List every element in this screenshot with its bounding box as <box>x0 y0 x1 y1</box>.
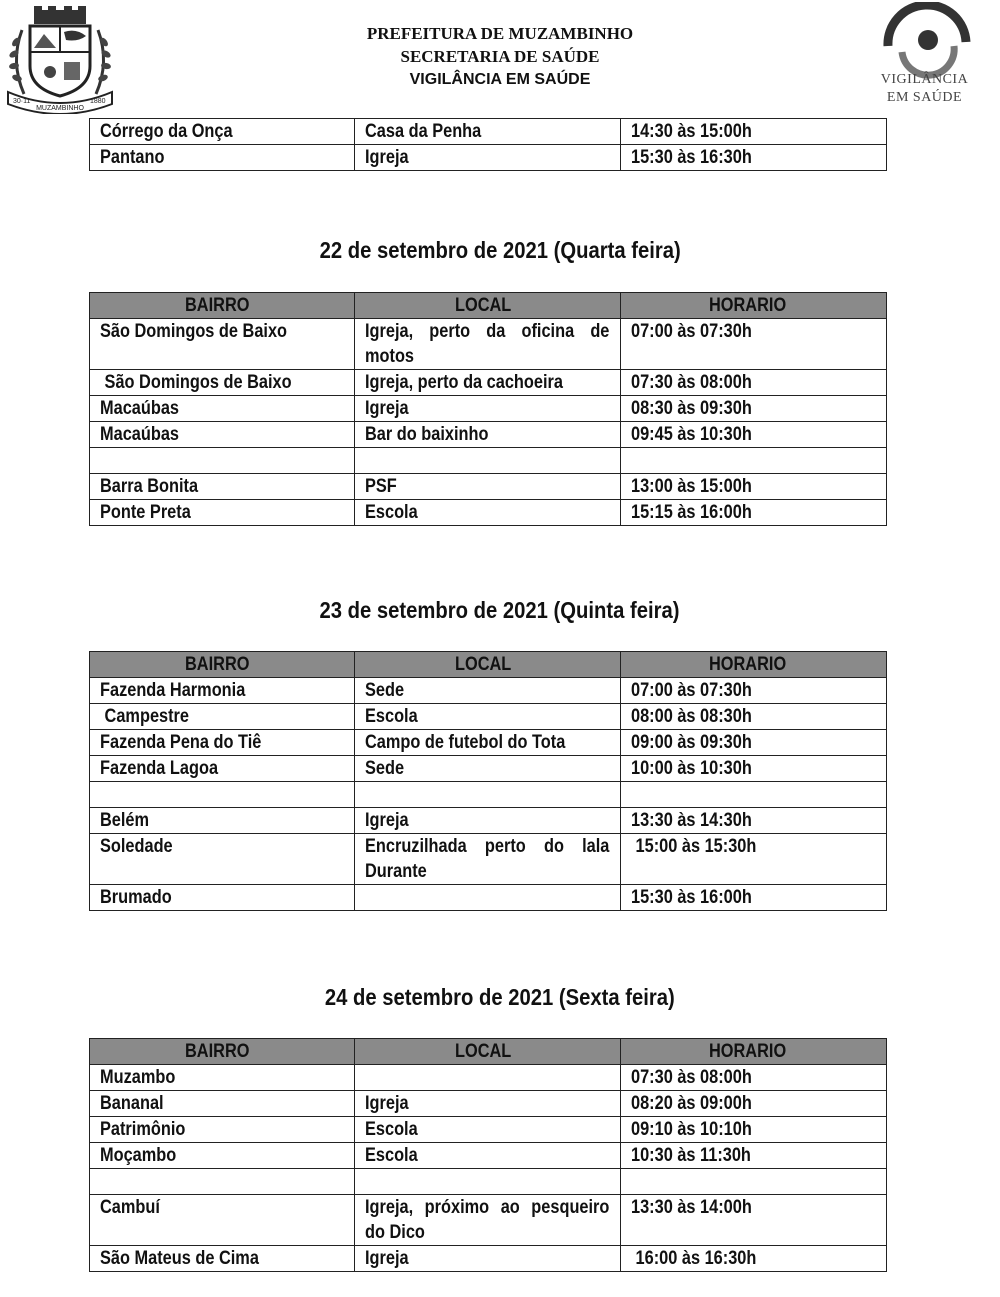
crest-ribbon-center: MUZAMBINHO <box>36 105 84 112</box>
bairro-cell: Córrego da Onça <box>90 119 355 145</box>
horario-cell: 07:00 às 07:30h <box>621 678 887 704</box>
local-cell: Igreja <box>355 1246 621 1272</box>
table-row <box>90 500 887 526</box>
local-cell <box>355 1169 621 1195</box>
table-row <box>90 145 887 171</box>
local-cell: Escola <box>355 1117 621 1143</box>
table-row <box>90 678 887 704</box>
local-cell: Encruzilhada perto do lala Durante <box>355 834 621 885</box>
horario-cell: 08:20 às 09:00h <box>621 1091 887 1117</box>
table-row <box>90 885 887 911</box>
table-header-row <box>90 652 887 678</box>
schedule-table-day1 <box>89 292 887 526</box>
column-header-horario: HORARIO <box>621 293 887 319</box>
column-header-bairro: BAIRRO <box>90 652 355 678</box>
local-cell: Igreja <box>355 1091 621 1117</box>
table-row <box>90 396 887 422</box>
column-header-horario: HORARIO <box>621 1039 887 1065</box>
table-row <box>90 808 887 834</box>
bairro-cell: Bananal <box>90 1091 355 1117</box>
horario-cell: 07:30 às 08:00h <box>621 1065 887 1091</box>
bairro-cell <box>90 448 355 474</box>
table-row-empty <box>90 782 887 808</box>
horario-cell: 07:00 às 07:30h <box>621 319 887 370</box>
local-cell: Igreja <box>355 808 621 834</box>
horario-cell: 15:30 às 16:00h <box>621 885 887 911</box>
table-row <box>90 834 887 885</box>
local-cell <box>355 448 621 474</box>
bairro-cell: Brumado <box>90 885 355 911</box>
horario-cell: 09:00 às 09:30h <box>621 730 887 756</box>
horario-cell: 08:30 às 09:30h <box>621 396 887 422</box>
horario-cell: 13:30 às 14:00h <box>621 1195 887 1246</box>
local-cell <box>355 1065 621 1091</box>
bairro-cell <box>90 782 355 808</box>
local-cell: Campo de futebol do Tota <box>355 730 621 756</box>
bairro-cell: Moçambo <box>90 1143 355 1169</box>
column-header-bairro: BAIRRO <box>90 1039 355 1065</box>
column-header-local: LOCAL <box>355 293 621 319</box>
horario-cell: 08:00 às 08:30h <box>621 704 887 730</box>
table-row <box>90 704 887 730</box>
bairro-cell: Campestre <box>90 704 355 730</box>
column-header-bairro: BAIRRO <box>90 293 355 319</box>
horario-cell: 10:00 às 10:30h <box>621 756 887 782</box>
bairro-cell: São Domingos de Baixo <box>90 319 355 370</box>
local-cell: Escola <box>355 704 621 730</box>
vigilancia-logo-line1: VIGILÂNCIA <box>880 72 969 87</box>
horario-cell: 09:10 às 10:10h <box>621 1117 887 1143</box>
table-row <box>90 1195 887 1246</box>
table-row <box>90 319 887 370</box>
table-row <box>90 756 887 782</box>
horario-cell <box>621 1169 887 1195</box>
header-line-vigilancia: VIGILÂNCIA EM SAÚDE <box>409 71 591 88</box>
bairro-cell: Belém <box>90 808 355 834</box>
local-cell: Escola <box>355 1143 621 1169</box>
local-cell: Escola <box>355 500 621 526</box>
table-row <box>90 1091 887 1117</box>
table-row <box>90 730 887 756</box>
crest-ribbon-left: 30·11 <box>13 98 31 105</box>
bairro-cell: São Mateus de Cima <box>90 1246 355 1272</box>
continued-schedule-table <box>89 118 887 171</box>
table-row <box>90 474 887 500</box>
table-row <box>90 1065 887 1091</box>
day-title: 24 de setembro de 2021 (Sexta feira) <box>325 984 675 1010</box>
schedule-table-day3 <box>89 1038 887 1272</box>
horario-cell: 15:30 às 16:30h <box>621 145 887 171</box>
bairro-cell: Soledade <box>90 834 355 885</box>
local-cell: Igreja <box>355 396 621 422</box>
crest-ribbon-right: 1880 <box>90 98 106 105</box>
header-line-secretaria: SECRETARIA DE SAÚDE <box>400 47 600 66</box>
local-cell: Sede <box>355 678 621 704</box>
table-row-empty <box>90 1169 887 1195</box>
bairro-cell: Macaúbas <box>90 396 355 422</box>
local-cell: Sede <box>355 756 621 782</box>
bairro-cell: Fazenda Harmonia <box>90 678 355 704</box>
local-cell: Igreja, próximo ao pesqueiro do Dico <box>355 1195 621 1246</box>
horario-cell <box>621 448 887 474</box>
local-cell <box>355 885 621 911</box>
bairro-cell: Macaúbas <box>90 422 355 448</box>
local-cell: Igreja, perto da oficina de motos <box>355 319 621 370</box>
bairro-cell: Barra Bonita <box>90 474 355 500</box>
horario-cell <box>621 782 887 808</box>
bairro-cell: Fazenda Lagoa <box>90 756 355 782</box>
horario-cell: 07:30 às 08:00h <box>621 370 887 396</box>
horario-cell: 15:00 às 15:30h <box>621 834 887 885</box>
table-row <box>90 370 887 396</box>
local-cell: PSF <box>355 474 621 500</box>
bairro-cell <box>90 1169 355 1195</box>
horario-cell: 13:30 às 14:30h <box>621 808 887 834</box>
schedule-table-day2 <box>89 651 887 911</box>
horario-cell: 10:30 às 11:30h <box>621 1143 887 1169</box>
table-header-row <box>90 293 887 319</box>
horario-cell: 09:45 às 10:30h <box>621 422 887 448</box>
local-cell: Casa da Penha <box>355 119 621 145</box>
bairro-cell: Muzambo <box>90 1065 355 1091</box>
horario-cell: 13:00 às 15:00h <box>621 474 887 500</box>
bairro-cell: Pantano <box>90 145 355 171</box>
horario-cell: 15:15 às 16:00h <box>621 500 887 526</box>
local-cell <box>355 782 621 808</box>
table-row <box>90 1143 887 1169</box>
day-title: 22 de setembro de 2021 (Quarta feira) <box>319 237 681 263</box>
column-header-horario: HORARIO <box>621 652 887 678</box>
header-line-prefeitura: PREFEITURA DE MUZAMBINHO <box>366 24 634 43</box>
column-header-local: LOCAL <box>355 1039 621 1065</box>
local-cell: Bar do baixinho <box>355 422 621 448</box>
day-title: 23 de setembro de 2021 (Quinta feira) <box>320 597 680 623</box>
bairro-cell: Cambuí <box>90 1195 355 1246</box>
local-cell: Igreja <box>355 145 621 171</box>
vigilancia-logo-line2: EM SAÚDE <box>886 90 963 105</box>
document-header <box>250 22 750 91</box>
bairro-cell: São Domingos de Baixo <box>90 370 355 396</box>
bairro-cell: Ponte Preta <box>90 500 355 526</box>
table-header-row <box>90 1039 887 1065</box>
table-row-empty <box>90 448 887 474</box>
table-row <box>90 422 887 448</box>
table-row <box>90 1246 887 1272</box>
column-header-local: LOCAL <box>355 652 621 678</box>
local-cell: Igreja, perto da cachoeira <box>355 370 621 396</box>
municipal-crest-logo <box>4 2 116 114</box>
horario-cell: 14:30 às 15:00h <box>621 119 887 145</box>
horario-cell: 16:00 às 16:30h <box>621 1246 887 1272</box>
table-row <box>90 119 887 145</box>
bairro-cell: Fazenda Pena do Tiê <box>90 730 355 756</box>
table-row <box>90 1117 887 1143</box>
bairro-cell: Patrimônio <box>90 1117 355 1143</box>
